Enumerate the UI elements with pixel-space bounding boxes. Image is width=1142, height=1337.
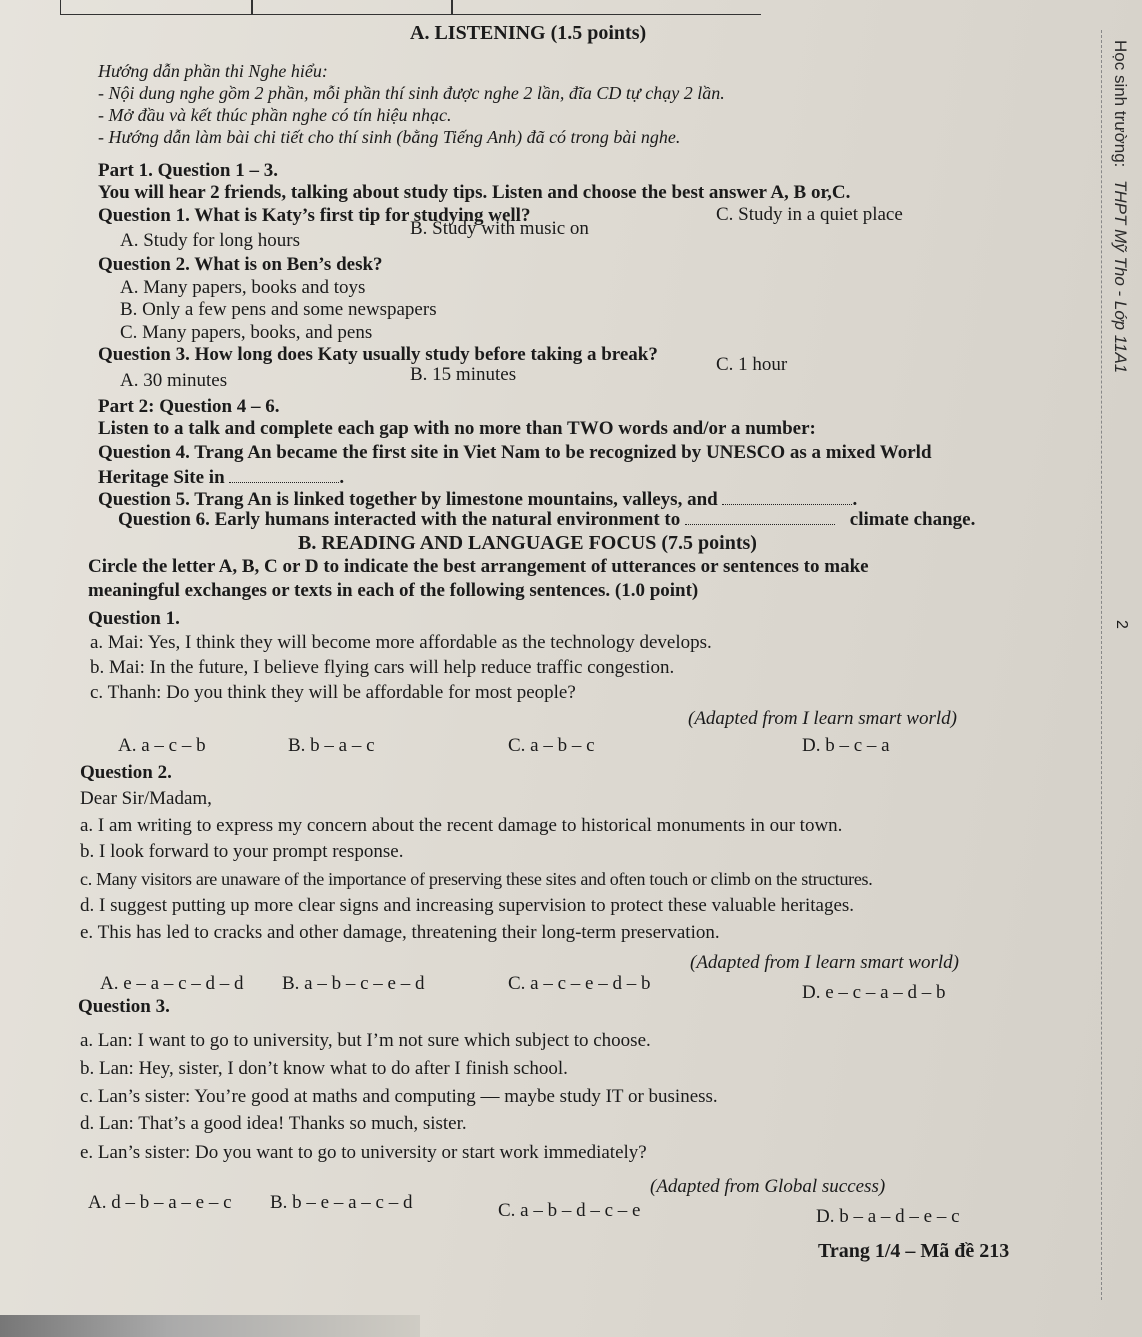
sentence-c: c. Many visitors are unaware of the importance of preserving these sites and often touch or climb on the structures.: [80, 869, 873, 889]
option-a: A. Many papers, books and toys: [120, 277, 366, 298]
sentence-b: b. I look forward to your prompt response.: [80, 841, 404, 862]
question-2: Question 2. What is on Ben’s desk?: [98, 254, 383, 275]
option-b: B. Only a few pens and some newspapers: [120, 299, 437, 320]
option-a: A. d – b – a – e – c: [88, 1192, 232, 1213]
option-c: C. a – b – c: [508, 735, 595, 756]
option-b: B. a – b – c – e – d: [282, 973, 425, 994]
section-b-instruction: Circle the letter A, B, C or D to indicate the best arrangement of utterances or sentences to make: [88, 556, 869, 577]
margin-strip: [1101, 30, 1136, 1300]
sentence-a: a. I am writing to express my concern about the recent damage to historical monuments in our town.: [80, 815, 843, 836]
sentence-e: e. Lan’s sister: Do you want to go to university or start work immediately?: [80, 1142, 647, 1163]
sentence-b: b. Mai: In the future, I believe flying cars will help reduce traffic congestion.: [90, 657, 675, 678]
option-d: D. e – c – a – d – b: [802, 982, 946, 1003]
page-footer: Trang 1/4 – Mã đề 213: [818, 1240, 1010, 1262]
b-question-1: Question 1.: [88, 608, 180, 629]
sentence-d: d. Lan: That’s a good idea! Thanks so much, sister.: [80, 1113, 467, 1134]
margin-label-text: Học sinh trường:: [1111, 40, 1130, 168]
sentence-c: c. Lan’s sister: You’re good at maths and computing — maybe study IT or business.: [80, 1086, 718, 1107]
option-c: C. a – b – d – c – e: [498, 1200, 641, 1221]
sentence-d: d. I suggest putting up more clear signs and increasing supervision to protect these valuable heritages.: [80, 895, 855, 916]
question-text-end: climate change.: [849, 509, 976, 530]
source-note: (Adapted from I learn smart world): [690, 952, 959, 973]
question-4: Question 4. Trang An became the first site in Viet Nam to be recognized by UNESCO as a mixed World: [98, 442, 932, 463]
sentence-c: c. Thanh: Do you think they will be affordable for most people?: [90, 682, 576, 703]
question-text: Question 6. Early humans interacted with the natural environment to: [118, 509, 681, 530]
option-a: A. 30 minutes: [120, 370, 228, 391]
period: .: [852, 489, 858, 510]
guide-line: - Hướng dẫn làm bài chi tiết cho thí sinh (bằng Tiếng Anh) đã có trong bài nghe.: [98, 127, 681, 147]
option-b: B. b – e – a – c – d: [270, 1192, 413, 1213]
option-c: C. Many papers, books, and pens: [120, 322, 373, 343]
guide-line: - Mở đầu và kết thúc phần nghe có tín hiệu nhạc.: [98, 105, 452, 125]
margin-label: [1110, 40, 1130, 373]
handwritten-school: THPT Mỹ Tho - Lớp 11A1: [1111, 180, 1130, 374]
source-note: (Adapted from I learn smart world): [688, 708, 957, 729]
b-question-3: Question 3.: [78, 996, 170, 1017]
sentence-b: b. Lan: Hey, sister, I don’t know what to do after I finish school.: [80, 1058, 568, 1079]
b-question-2: Question 2.: [80, 762, 172, 783]
guide-title: Hướng dẫn phần thi Nghe hiểu:: [98, 61, 328, 81]
option-d: D. b – a – d – e – c: [816, 1206, 960, 1227]
table-divider: [251, 0, 253, 14]
option-d: D. b – c – a: [802, 735, 890, 756]
question-text: Question 5. Trang An is linked together by limestone mountains, valleys, and: [98, 489, 718, 510]
option-b: B. b – a – c: [288, 735, 375, 756]
question-6: [118, 508, 975, 531]
section-b-title: B. READING AND LANGUAGE FOCUS (7.5 points): [298, 532, 757, 554]
part1-instruction: You will hear 2 friends, talking about study tips. Listen and choose the best answer A, B or,C.: [98, 182, 851, 203]
answer-gap[interactable]: [685, 508, 835, 525]
answer-gap[interactable]: [722, 488, 852, 505]
option-b: B. 15 minutes: [410, 364, 517, 385]
photo-edge: [0, 1315, 420, 1337]
option-a: A. Study for long hours: [120, 230, 300, 251]
sentence-a: a. Mai: Yes, I think they will become more affordable as the technology develops.: [90, 632, 712, 653]
answer-gap[interactable]: [229, 466, 339, 483]
source-note: (Adapted from Global success): [650, 1176, 886, 1197]
option-c: C. Study in a quiet place: [716, 204, 903, 225]
header-table-edge: [60, 0, 761, 15]
sentence-e: e. This has led to cracks and other damage, threatening their long-term preservation.: [80, 922, 720, 943]
question-4-cont: [98, 466, 344, 489]
table-divider: [451, 0, 453, 14]
margin-number: 2: [1113, 620, 1130, 629]
guide-line: - Nội dung nghe gồm 2 phần, mỗi phần thí sinh được nghe 2 lần, đĩa CD tự chạy 2 lần.: [98, 83, 725, 103]
sentence-a: a. Lan: I want to go to university, but I’m not sure which subject to choose.: [80, 1030, 651, 1051]
period: .: [339, 467, 345, 488]
part2-instruction: Listen to a talk and complete each gap with no more than TWO words and/or a number:: [98, 418, 816, 439]
section-b-instruction: meaningful exchanges or texts in each of the following sentences. (1.0 point): [88, 580, 699, 601]
section-a-title: A. LISTENING (1.5 points): [410, 22, 647, 44]
question-text: Heritage Site in: [98, 467, 225, 488]
question-text: Question 1. What is Katy’s first tip for studying well?: [98, 205, 531, 226]
option-c: C. 1 hour: [716, 354, 788, 375]
option-a: A. a – c – b: [118, 735, 206, 756]
part2-title: Part 2: Question 4 – 6.: [98, 396, 280, 417]
option-b: B. Study with music on: [410, 218, 589, 239]
option-c: C. a – c – e – d – b: [508, 973, 651, 994]
question-3: Question 3. How long does Katy usually study before taking a break?: [98, 344, 658, 365]
option-a: A. e – a – c – d – d: [100, 973, 244, 994]
part1-title: Part 1. Question 1 – 3.: [98, 160, 278, 181]
greeting: Dear Sir/Madam,: [80, 788, 212, 809]
